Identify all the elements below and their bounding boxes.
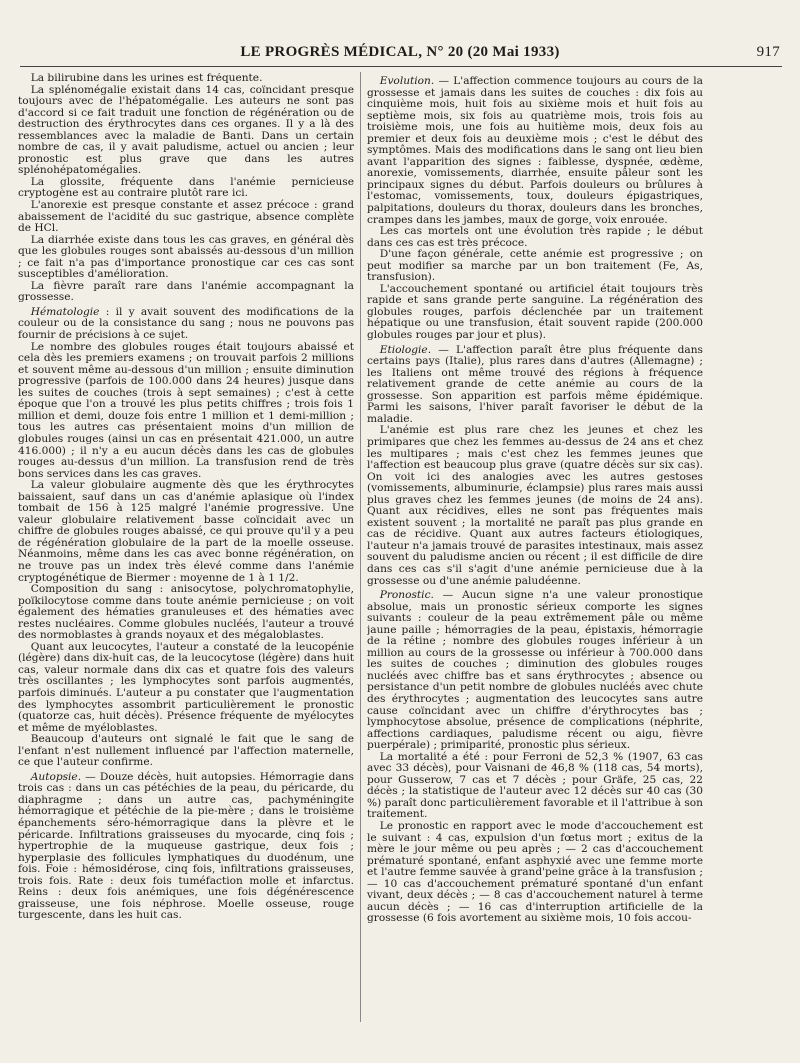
paragraph-text: La valeur globulaire augmente dès que les érythrocytes baissaient, sauf dans un cas d'anémie aplasique où l'index tombait de 156 à 125 malgré l'anémie progressive. Une valeur globulaire relativement basse coïncidait avec un chiffre de globules rouges abaissé, ce qui prouve qu'il y a peu de régénération globulaire de la part de la moelle osseuse. Néanmoins, même dans les cas avec bonne régénération, on ne trouve pas un index très élevé comme dans l'anémie cryptogénétique de Biermer : moyenne de 1 à 1 1/2. [18,479,354,584]
header-rule [20,66,782,67]
section-lead: Pronostic [379,589,431,602]
journal-title: LE PROGRÈS MÉDICAL, N° 20 (20 Mai 1933) [240,44,560,60]
paragraph [367,76,703,226]
paragraph [18,584,354,642]
paragraph-text: . — L'affection commence toujours au cours de la grossesse et jamais dans les suites de couches : dix fois au cinquième mois, huit fois au sixième mois et huit fois au septième mois, six fois au quatrième mois, trois fois au troisième mois, une fois au huitième mois, deux fois au premier et deux fois au deuxième mois ; c'est le début des symptômes. Mais des modifications dans le sang ont lieu bien avant l'apparition des signes : faiblesse, dyspnée, œdème, anorexie, vomissements, diarrhée, ensuite pâleur sont les principaux signes du début. Parfois douleurs ou brûlures à l'estomac, vomissements, toux, douleurs épigastriques, palpitations, douleurs du thorax, douleurs dans les bronches, crampes dans les jambes, maux de gorge, voix enrouée. [367,75,703,226]
paragraph-text: L'anorexie est presque constante et assez précoce : grand abaissement de l'acidité du suc gastrique, absence complète de HCl. [18,199,354,235]
paragraph-text: La diarrhée existe dans tous les cas graves, en général dès que les globules rouges sont abaissés au-dessous d'un million ; ce fait n'a pas d'importance pronostique car ces cas sont susceptibles d'amélioration. [18,233,354,281]
paragraph [367,345,703,426]
paragraph-text: Le pronostic en rapport avec le mode d'accouchement est le suivant : 4 cas, expulsion d'un fœtus mort ; exitus de la mère le jour même ou peu après ; — 2 cas d'accouchement prématuré spontané, enfant asphyxié avec une femme morte et l'autre femme sauvée à grand'peine grâce à la transfusion ; — 10 cas d'accouchement prématuré spontané d'un enfant vivant, deux décès ; — 8 cas d'accouchement naturel à terme aucun décès ; — 16 cas d'interruption artificielle de la grossesse (6 fois avortement au sixième mois, 10 fois accou- [367,820,703,925]
paragraph [367,590,703,752]
paragraph-text: L'anémie est plus rare chez les jeunes et chez les primipares que chez les femmes au-dessus de 24 ans et chez les multipares ; mais c'est chez les femmes jeunes que l'affection est beaucoup plus grave (quatre décès sur six cas). On voit ici des analogies avec les autres gestoses (vomissements, albuminurie, éclampsie) plus rares mais aussi plus graves chez les femmes jeunes (de moins de 24 ans). Quant aux récidives, elles ne sont pas fréquentes mais existent souvent ; la mortalité ne paraît pas plus grande en cas de récidive. Quant aux autres facteurs étiologiques, l'auteur n'a jamais trouvé de parasites intestinaux, mais assez souvent du paludisme ancien ou récent ; il est difficile de dire dans ces cas s'il s'agit d'une anémie pernicieuse due à la grossesse ou d'une anémie paludéenne. [367,424,703,587]
paragraph [18,85,354,177]
right-column [367,73,703,1023]
paragraph [18,734,354,769]
paragraph [367,752,703,821]
paragraph-text: La splénomégalie existait dans 14 cas, coïncidant presque toujours avec de l'hépatomégalie. Les auteurs ne sont pas d'accord si ce fait traduit une fonction de régénération ou de destruction des érythrocytes dans ces organes. Il y a là des ressemblances avec la maladie de Banti. Dans un certain nombre de cas, il y avait paludisme, actuel ou ancien ; leur pronostic est plus grave que dans les autres splénohépatomégalies. [18,83,354,177]
paragraph-text: . — L'affection paraît être plus fréquente dans certains pays (Italie), plus rares dans d'autres (Allemagne) ; les Italiens ont même trouvé des régions à fréquence relativement grande de cette anémie au cours de la grossesse. Son apparition est parfois même épidémique. Parmi les saisons, l'hiver paraît favoriser le début de la maladie. [367,343,703,425]
section-lead: Evolution [379,75,431,87]
running-header [20,44,780,64]
paragraph-text: . — Aucun signe n'a une valeur pronostique absolue, mais un pronostic sérieux comporte les signes suivants : couleur de la peau extrêmement pâle ou même jaune paille ; hémorragies de la peau, épistaxis, hémorragie de la rétine ; nombre des globules rouges inférieur à un million au cours de la grossesse ou inférieur à 700.000 dans les suites de couches ; diminution des globules rouges nucléés avec chiffre bas et sans érythrocytes ; absence ou persistance d'un petit nombre de globules nucléés avec chute des érythrocytes ; augmentation des leucocytes sans autre cause coïncidant avec un chiffre d'érythrocytes bas ; lymphocytose absolue, présence de complications (néphrite, affections cardiaques, paludisme récent ou aigu, fièvre puerpérale) ; primiparité, pronostic plus sérieux. [367,589,703,752]
paragraph [18,281,354,304]
paragraph-text: La fièvre paraît rare dans l'anémie accompagnant la grossesse. [18,279,354,304]
paragraph [18,342,354,481]
paragraph [18,200,354,235]
paragraph [367,425,703,587]
paragraph-text: . — Douze décès, huit autopsies. Hémorragie dans trois cas : dans un cas pétéchies de la peau, du péricarde, du diaphragme ; dans un autre cas, pachyméningite hémorragique et pétéchie de la pie-mère ; dans le troisième épanchements séro-hémorragique dans la plèvre et le péricarde. Infiltrations graisseuses du myocarde, cinq fois ; hypertrophie de la muqueuse gastrique, deux fois ; hyperplasie des follicules lymphatiques du duodénum, une fois. Foie : hémosidérose, cinq fois, infiltrations graisseuses, trois fois. Rate : deux fois tuméfaction molle et infarctus. Reins : deux fois anémiques, une fois dégénérescence graisseuse, une fois néphrose. Moelle osseuse, rouge turgescente, dans les huit cas. [18,770,354,922]
paragraph [18,177,354,200]
paragraph-text: La mortalité a été : pour Ferroni de 52,3 % (1907, 63 cas avec 33 décès), pour Vaisnani de 46,8 % (118 cas, 54 morts), pour Gusserow, 7 cas et 7 décès ; pour Gräfe, 25 cas, 22 décès ; la statistique de l'auteur avec 12 décès sur 40 cas (30 %) paraît donc particulièrement favorable et il l'attribue à son traitement. [367,750,703,821]
left-column [18,73,354,1023]
paragraph [18,307,354,342]
paragraph-text: La bilirubine dans les urines est fréquente. [30,73,263,84]
paragraph-text: La glossite, fréquente dans l'anémie pernicieuse cryptogène est au contraire plutôt rare ici. [18,175,354,200]
paragraph [18,235,354,281]
paragraph [18,480,354,584]
paragraph-text: D'une façon générale, cette anémie est progressive ; on peut modifier sa marche par un bon traitement (Fe, As, transfusion). [367,248,703,284]
paragraph-text: : il y avait souvent des modifications de la couleur ou de la consistance du sang ; nous ne pouvons pas fournir de précisions à ce sujet. [18,305,354,342]
paragraph [18,772,354,922]
paragraph-text: Le nombre des globules rouges était toujours abaissé et cela dès les premiers examens ; on trouvait parfois 2 millions et souvent même au-dessous d'un million ; ensuite diminution progressive (parfois de 100.000 dans 24 heures) jusque dans les suites de couches (trois à sept semaines) ; c'est à cette époque que l'on a trouvé les plus petits chiffres ; trois fois 1 million et demi, douze fois entre 1 million et 1 demi-million ; tous les autres cas présentaient moins d'un million de globules rouges (ainsi un cas en présentait 421.000, un autre 416.000) ; il n'y a eu aucun décès dans les cas de globules rouges au-dessus d'un million. La transfusion rend de très bons services dans les cas graves. [18,340,354,480]
paragraph-text: Beaucoup d'auteurs ont signalé le fait que le sang de l'enfant n'est nullement influencé par l'affection maternelle, ce que l'auteur confirme. [18,733,354,769]
section-lead: Etiologie [379,343,428,356]
paragraph-text: Composition du sang : anisocytose, polychromatophylie, poïkilocytose comme dans toute anémie pernicieuse ; on voit également des hématies granuleuses et des hématies avec restes nucléaires. Comme globules nucléés, l'auteur a trouvé des normoblastes à grands noyaux et des mégaloblastes. [18,583,354,642]
paragraph [367,821,703,925]
paragraph-text: Quant aux leucocytes, l'auteur a constaté de la leucopénie (légère) dans dix-huit cas, de la leucocytose (légère) dans huit cas, valeur normale dans dix cas et quatre fois des valeurs très oscillantes ; les lymphocytes sont parfois augmentés, parfois diminués. L'auteur a pu constater que l'augmentation des lymphocytes assombrit particulièrement le pronostic (quatorze cas, huit décès). Présence fréquente de myélocytes et même de myéloblastes. [18,640,354,734]
section-lead: Hématologie [30,305,100,318]
column-divider [360,72,361,1022]
paragraph [367,284,703,342]
section-lead: Autopsie [30,770,78,783]
paragraph [367,226,703,249]
paragraph [18,642,354,734]
paragraph [367,249,703,284]
paragraph-text: L'accouchement spontané ou artificiel était toujours très rapide et sans grande perte sanguine. La régénération des globules rouges, parfois déclenchée par un traitement hépatique ou une transfusion, était souvent rapide (200.000 globules rouges par jour et plus). [367,282,703,342]
page-number: 917 [756,44,780,60]
paragraph-text: Les cas mortels ont une évolution très rapide ; le début dans ces cas est très précoce. [367,225,703,249]
